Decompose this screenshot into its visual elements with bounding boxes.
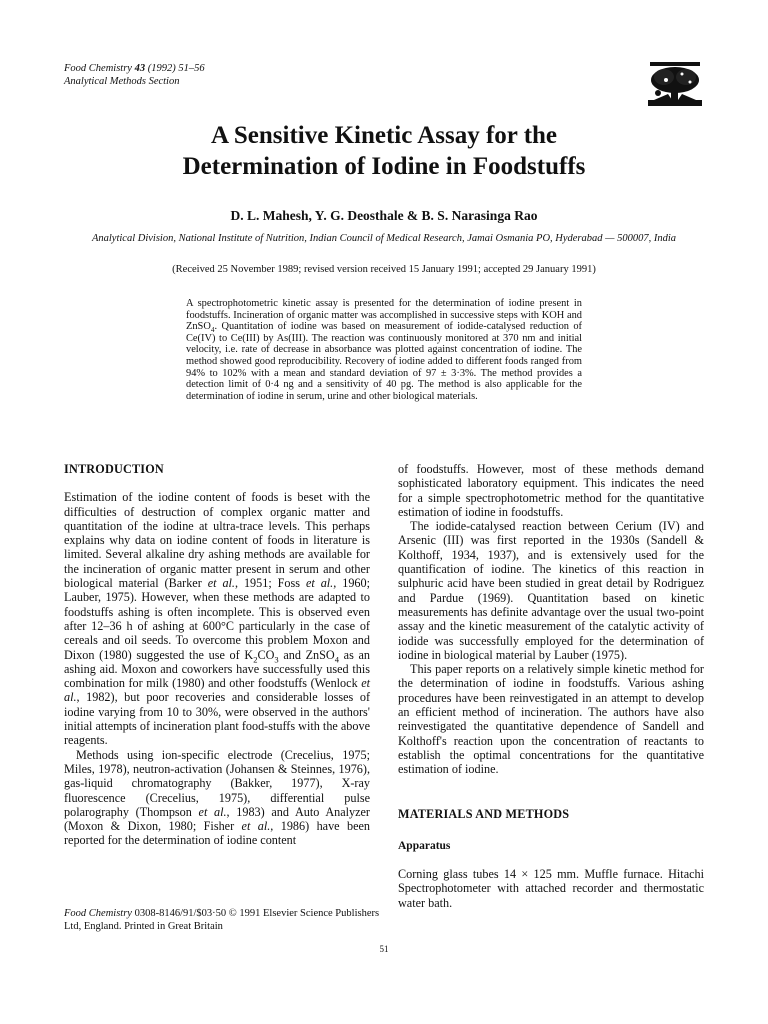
journal-year-pages: (1992) 51–56 bbox=[145, 63, 205, 74]
journal-name: Food Chemistry bbox=[64, 63, 132, 74]
title-line-1: A Sensitive Kinetic Assay for the bbox=[210, 122, 558, 149]
section-heading-materials-methods: MATERIALS AND METHODS bbox=[398, 806, 570, 821]
intro-paragraph-3: of foodstuffs. However, most of these methods demand sophisticated laboratory equipment. This indicates the need for a simple spectrophotometric method for the quantitative estimation of iodine in foodstuffs. bbox=[398, 462, 704, 519]
publisher-logo bbox=[646, 60, 704, 110]
page-number: 51 bbox=[379, 944, 389, 954]
intro-paragraph-1: Estimation of the iodine content of foods is beset with the difficulties of destruction of complex organic matter and quantitation of the iodine at ultra-trace levels. This perhaps explains why data on iodine content of foods in literature is limited. Several alkaline dry ashing methods are available for the incineration of organic matter present in serum and other biological material (Barker et al., 1951; Foss et al., 1960; Lauber, 1975). However, when these methods are adapted to foodstuffs ashing is often incomplete. This is observed even after 12–36 h of ashing at 600°C particularly in the case of cereals and oil seeds. To overcome this problem Moxon and Dixon (1980) suggested the use of $K_2CO_3$ and ZnSO$_4$ as an ashing aid. Moxon and coworkers have successfully used this combination for milk (1980) and other foodstuffs (Wenlock et al., 1982), but poor recoveries and considerable losses of iodine varying from 10 to 30%, were observed in the authors' initial attempts of incineration plant food-stuffs with the above reagents. bbox=[64, 490, 371, 748]
right-column bbox=[398, 462, 704, 910]
title-line-2: Determination of Iodine in Foodstuffs bbox=[182, 153, 586, 180]
abstract: A spectrophotometric kinetic assay is presented for the determination of iodine present in foodstuffs. Incineration of organic matter was accomplished in successive steps with KOH and ZnSO$_4$. Quantitation of iodine was based on measurement of iodide-catalysed reduction of Ce(IV) to Ce(III) by As(III). The reaction was continuously monitored at 370 nm and initial velocity, i.e. rate of decrease in absorbance was plotted against concentration of iodine. The method showed good reproducibility. Recovery of iodine added to different foods ranged from 94% to 102% with a mean and standard deviation of 97 ± 3·3%. The method provides a detection limit of 0·4 ng and a sensitivity of 40 pg. The method is also applicable for the determination of iodine in serum, urine and other biological materials. bbox=[186, 298, 582, 402]
journal-volume: 43 bbox=[134, 63, 146, 74]
author-affiliation: Analytical Division, National Institute of Nutrition, Indian Council of Medical Research, Jamai Osmania PO, Hyderabad — 500007, India bbox=[91, 233, 677, 244]
journal-section: Analytical Methods Section bbox=[64, 76, 180, 87]
author-list: D. L. Mahesh, Y. G. Deosthale & B. S. Narasinga Rao bbox=[230, 208, 538, 223]
elsevier-tree-icon bbox=[646, 60, 704, 110]
intro-paragraph-4: The iodide-catalysed reaction between Cerium (IV) and Arsenic (III) was first reported in the 1930s (Sandell & Kolthoff, 1934, 1937), and is extensively used for the quantification of iodine. The kinetics of this reaction in sulphuric acid have been studied in great detail by Rodriguez and Pardue (1969). Quantitation based on kinetic measurements has definite advantage over the usual two-point assay and the kinetic measurement of the catalytic activity of iodide was successfully employed for the determination of iodine in biological material by Lauber (1975). bbox=[398, 519, 704, 662]
article-title bbox=[60, 120, 708, 182]
left-column bbox=[64, 462, 370, 848]
received-dates: (Received 25 November 1989; revised version received 15 January 1991; accepted 29 January 1991) bbox=[172, 264, 596, 275]
journal-citation bbox=[64, 62, 205, 88]
copyright-footnote: Food Chemistry 0308-8146/91/$03·50 © 1991 Elsevier Science Publishers Ltd, England. Printed in Great Britain bbox=[64, 908, 380, 932]
intro-paragraph-5: This paper reports on a relatively simple kinetic method for the determination of iodine in foodstuffs. Various ashing procedures have been reinvestigated in an attempt to develop an efficient method of incineration. The authors have also reinvestigated the quantitative dependence of Sandell and Kolthoff's reaction upon the concentration of reactants to establish the optimal concentrations for the quantitative estimation of iodine. bbox=[398, 662, 704, 777]
apparatus-paragraph: Corning glass tubes 14 × 125 mm. Muffle furnace. Hitachi Spectrophotometer with attached recorder and thermostatic water bath. bbox=[398, 867, 704, 910]
intro-paragraph-2: Methods using ion-specific electrode (Crecelius, 1975; Miles, 1978), neutron-activation (Johansen & Steinnes, 1976), gas-liquid chromatography (Bakker, 1977), X-ray fluorescence (Crecelius, 1975), differential pulse polarography (Thompson et al., 1983) and Auto Analyzer (Moxon & Dixon, 1980; Fisher et al., 1986) have been reported for the determination of iodine content bbox=[64, 747, 370, 848]
section-heading-introduction: INTRODUCTION bbox=[64, 462, 164, 476]
subsection-heading-apparatus: Apparatus bbox=[398, 839, 451, 852]
